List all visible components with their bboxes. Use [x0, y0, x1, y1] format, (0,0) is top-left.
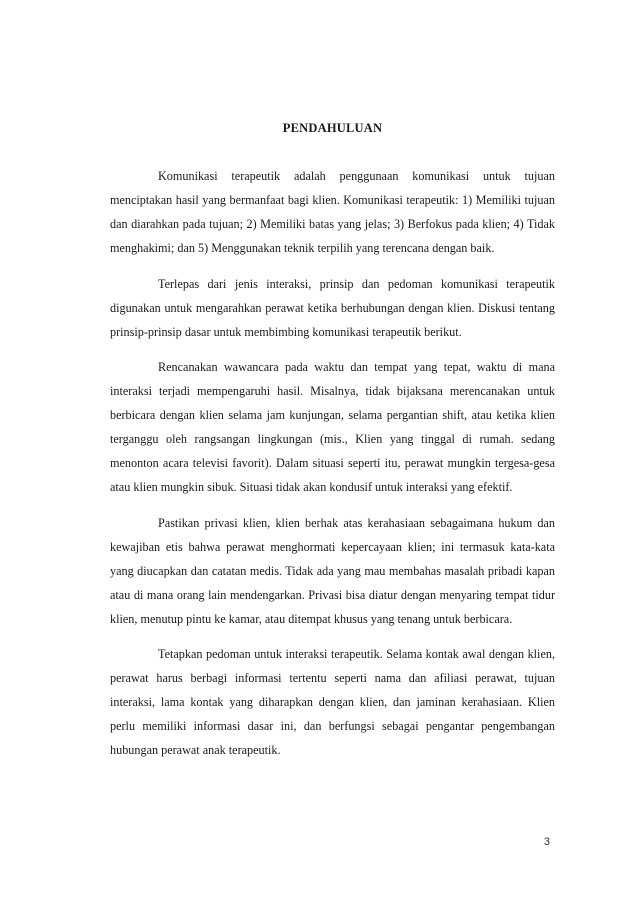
document-body — [110, 164, 555, 774]
page-number: 3 — [543, 836, 550, 848]
paragraph-2: Terlepas dari jenis interaksi, prinsip dan pedoman komunikasi terapeutik digunakan untuk mengarahkan perawat ketika berhubungan dengan klien. Diskusi tentang prinsip-prinsip dasar untuk membimbing komunikasi terapeutik berikut. — [110, 276, 555, 339]
page-title: PENDAHULUAN — [282, 121, 383, 135]
paragraph-5: Tetapkan pedoman untuk interaksi terapeutik. Selama kontak awal dengan klien, perawat harus berbagi informasi tertentu seperti nama dan afiliasi perawat, tujuan interaksi, lama kontak yang diharapkan dengan klien, dan jaminan kerahasiaan. Klien perlu memiliki informasi dasar ini, dan berfungsi sebagai pengantar pengembangan hubungan perawat anak terapeutik. — [110, 647, 555, 757]
paragraph-4: Pastikan privasi klien, klien berhak atas kerahasiaan sebagaimana hukum dan kewajiban etis bahwa perawat menghormati kepercayaan klien; ini termasuk kata-kata yang diucapkan dan catatan medis. Tidak ada yang mau membahas masalah pribadi kapan atau di mana orang lain mendengarkan. Privasi bisa diatur dengan menyaring tempat tidur klien, menutup pintu ke kamar, atau ditempat khusus yang tenang untuk berbicara. — [110, 515, 555, 626]
paragraph-1: Komunikasi terapeutik adalah penggunaan komunikasi untuk tujuan menciptakan hasil yang bermanfaat bagi klien. Komunikasi terapeutik: 1) Memiliki tujuan dan diarahkan pada tujuan; 2) Memiliki batas yang jelas; 3) Berfokus pada klien; 4) Tidak menghakimi; dan 5) Menggunakan teknik terpilih yang terencana dengan baik. — [110, 169, 555, 255]
paragraph-3: Rencanakan wawancara pada waktu dan tempat yang tepat, waktu di mana interaksi terjadi mempengaruhi hasil. Misalnya, tidak bijaksana merencanakan untuk berbicara dengan klien selama jam kunjungan, selama pergantian shift, atau ketika klien terganggu oleh rangsangan lingkungan (mis., Klien yang tinggal di rumah. sedang menonton acara televisi favorit). Dalam situasi seperti itu, perawat mungkin tergesa-gesa atau klien mungkin sibuk. Situasi tidak akan kondusif untuk interaksi yang efektif. — [110, 360, 555, 494]
